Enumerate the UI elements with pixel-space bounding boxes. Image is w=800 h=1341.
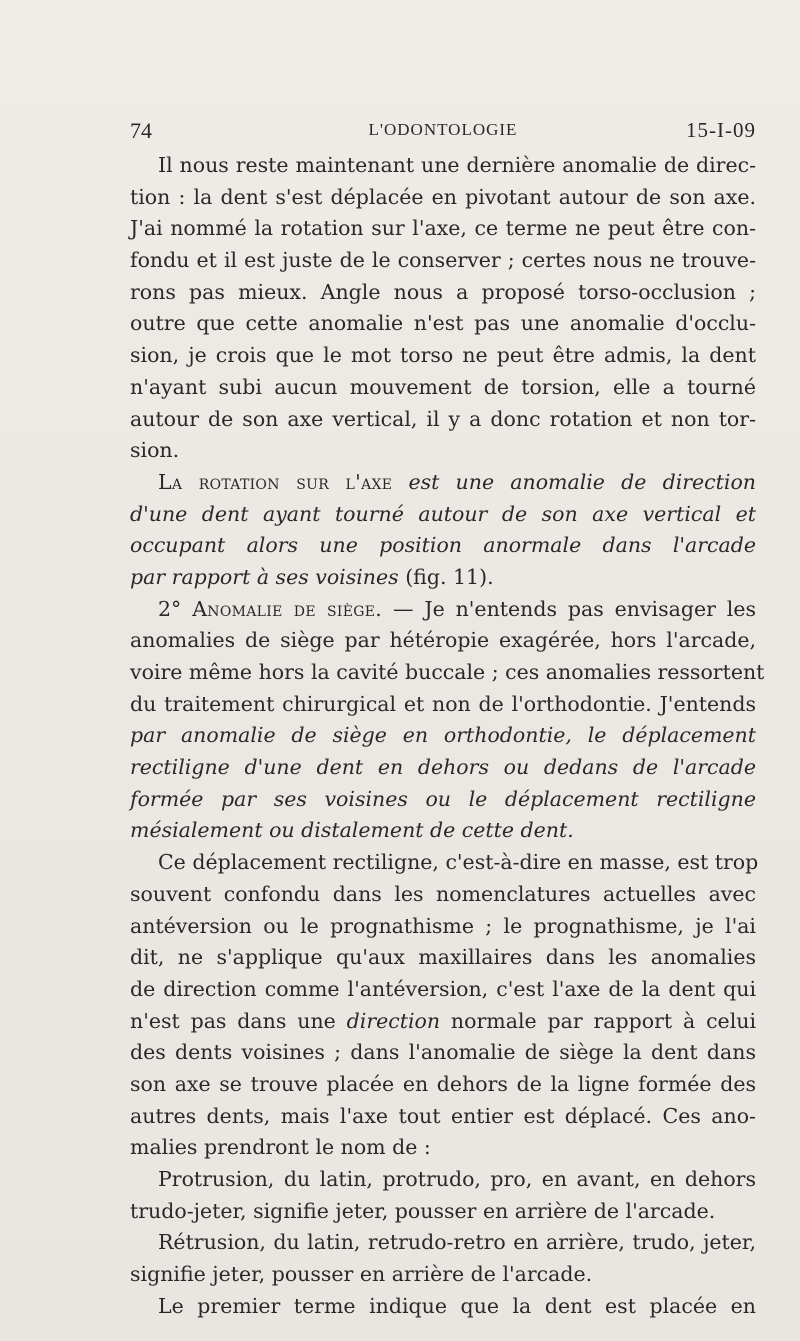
text-line: Le premier terme indique que la dent est placée en — [158, 1293, 756, 1318]
italic-text: direction — [346, 1008, 441, 1033]
paragraph-first-term — [130, 1291, 756, 1323]
issue-date: 15-I-09 — [686, 118, 756, 142]
text-line: sion, je crois que le mot torso ne peut être admis, la dent — [130, 343, 756, 368]
text-line — [130, 594, 756, 626]
text-line: malies prendront le nom de : — [130, 1135, 431, 1160]
page-header — [130, 114, 756, 148]
paragraph-rotation-definition — [130, 467, 756, 594]
text-fragment: — Je n'entends pas envisager les — [382, 596, 756, 621]
text-fragment: normale par rapport à celui — [440, 1008, 757, 1033]
text-line: trudo-jeter, signifie jeter, pousser en arrière de l'arcade. — [130, 1198, 716, 1223]
section-heading: La rotation sur l'axe — [158, 469, 393, 494]
text-line: formée par ses voisines ou le déplacement rectiligne — [130, 786, 756, 811]
text-line: anomalies de siège par hétéropie exagérée, hors l'arcade, — [130, 628, 756, 653]
text-line — [130, 562, 756, 594]
text-line — [130, 467, 756, 499]
paragraph-rotation-intro — [130, 150, 756, 467]
text-line: du traitement chirurgical et non de l'orthodontie. J'entends — [130, 691, 756, 716]
italic-text: est une anomalie de direction — [392, 469, 756, 494]
text-line: Protrusion, du latin, protrudo, pro, en avant, en dehors — [158, 1167, 756, 1191]
text-line: autres dents, mais l'axe tout entier est déplacé. Ces ano- — [130, 1103, 756, 1128]
text-line: dit, ne s'applique qu'aux maxillaires dans les anomalies — [130, 945, 756, 970]
body-text — [130, 150, 765, 1318]
text-line: souvent confondu dans les nomenclatures actuelles avec — [130, 881, 756, 906]
text-line: sion. — [130, 438, 180, 463]
text-line: d'une dent ayant tourné autour de son axe vertical et — [130, 501, 756, 526]
paragraph-retrusion — [130, 1227, 756, 1290]
text-line: son axe se trouve placée en dehors de la ligne formée des — [130, 1071, 756, 1096]
text-line: voire même hors la cavité buccale ; ces anomalies ressortent — [130, 660, 765, 684]
text-line: fondu et il est juste de le conserver ; certes nous ne trouve- — [130, 248, 756, 273]
paragraph-siege-anomaly — [130, 594, 765, 848]
running-title: L'ODONTOLOGIE — [368, 120, 518, 139]
text-line: J'ai nommé la rotation sur l'axe, ce terme ne peut être con- — [130, 216, 756, 241]
text-line: autour de son axe vertical, il y a donc rotation et non tor- — [130, 406, 756, 431]
text-line: Il nous reste maintenant une dernière anomalie de direc- — [158, 153, 756, 177]
paragraph-rectilinear-displacement — [130, 847, 759, 1164]
figure-reference: (fig. 11). — [398, 564, 494, 589]
text-line: par anomalie de siège en orthodontie, le déplacement — [130, 723, 756, 748]
section-number: 2° — [158, 596, 182, 621]
text-line: outre que cette anomalie n'est pas une anomalie d'occlu- — [130, 311, 756, 336]
text-line: de direction comme l'antéversion, c'est l'axe de la dent qui — [130, 976, 756, 1001]
text-line: antéversion ou le prognathisme ; le prognathisme, je l'ai — [130, 913, 756, 938]
text-line: des dents voisines ; dans l'anomalie de siège la dent dans — [130, 1040, 756, 1065]
text-line: rectiligne d'une dent en dehors ou dedans de l'arcade — [130, 755, 756, 780]
text-line: Rétrusion, du latin, retrudo-retro en arrière, trudo, jeter, — [158, 1230, 756, 1255]
text-line: tion : la dent s'est déplacée en pivotant autour de son axe. — [130, 184, 756, 209]
paragraph-protrusion — [130, 1164, 756, 1227]
text-line: Ce déplacement rectiligne, c'est-à-dire en masse, est trop — [158, 850, 759, 875]
text-line — [130, 1006, 756, 1038]
italic-text: par rapport à ses voisines — [130, 564, 399, 589]
section-heading: Anomalie de siège. — [192, 596, 383, 621]
text-line: mésialement ou distalement de cette dent. — [130, 818, 574, 843]
text-line: occupant alors une position anormale dans l'arcade — [130, 533, 756, 558]
page-number: 74 — [130, 118, 152, 143]
text-line: rons pas mieux. Angle nous a proposé torso-occlusion ; — [130, 279, 756, 304]
text-line: n'ayant subi aucun mouvement de torsion, elle a tourné — [130, 374, 756, 399]
text-line: signifie jeter, pousser en arrière de l'arcade. — [130, 1262, 593, 1287]
text-fragment: n'est pas dans une — [130, 1008, 347, 1033]
